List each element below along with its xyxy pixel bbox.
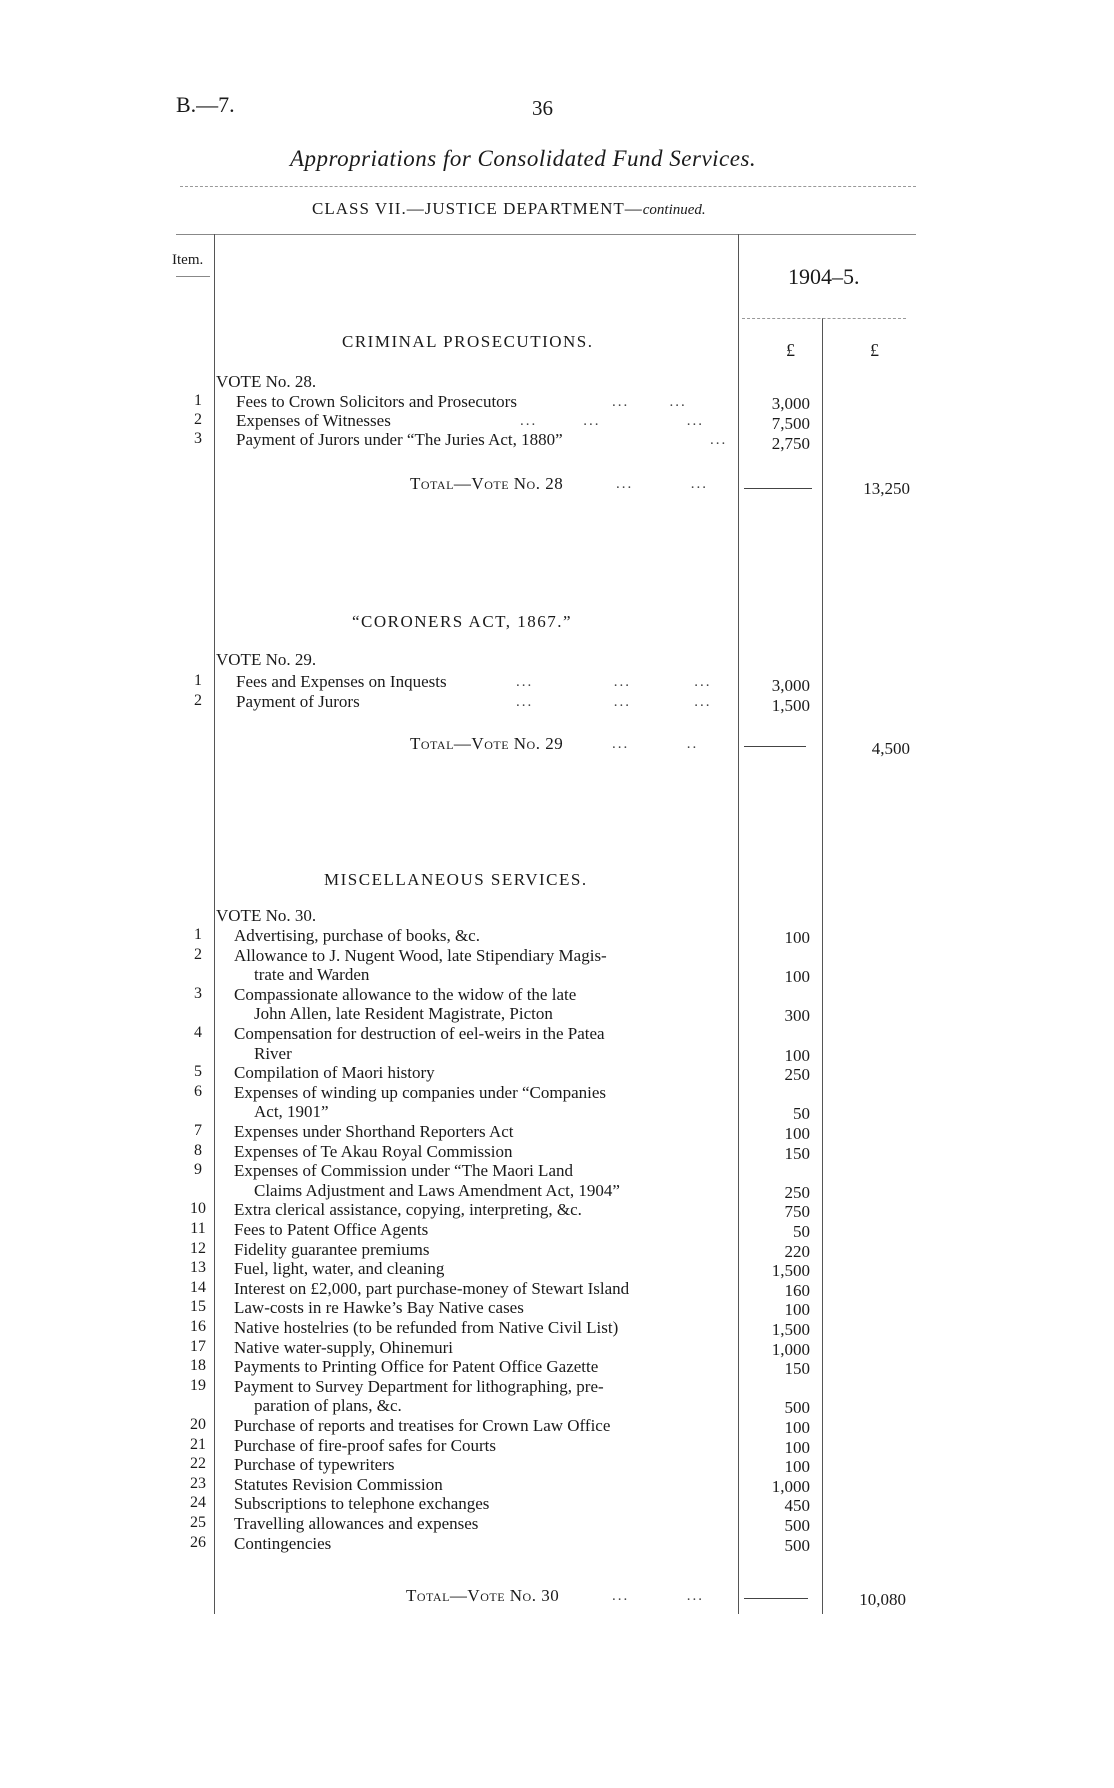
- item-number: 3: [194, 430, 202, 447]
- item-amount: 100: [784, 1418, 810, 1437]
- item-amount: 1,500: [771, 1320, 810, 1339]
- item-description: Compensation for destruction of eel-weirs in the Patea: [234, 1024, 605, 1043]
- item-description: Payment of Jurors: [236, 692, 360, 711]
- item-description: Interest on £2,000, part purchase-money of Stewart Island: [234, 1278, 630, 1298]
- item-description: Contingencies: [234, 1533, 332, 1553]
- leader-dots: ... ...: [612, 1588, 704, 1604]
- item-amount: 150: [784, 1359, 810, 1379]
- item-number: 16: [190, 1318, 206, 1335]
- item-amount: 250: [784, 1182, 810, 1202]
- item-amount: 500: [784, 1535, 810, 1555]
- leader-dots: ... ... ...: [516, 674, 712, 690]
- total-column-rule: [822, 318, 823, 1614]
- item-amount: 1,500: [771, 696, 810, 715]
- item-column-header: Item.: [172, 252, 204, 268]
- vote-total-label: Total—Vote No. 30: [406, 1586, 560, 1605]
- class-heading: [312, 199, 706, 219]
- item-description: John Allen, late Resident Magistrate, Picton: [254, 1004, 553, 1024]
- year-header-rule: [742, 318, 906, 319]
- item-description: Fees to Patent Office Agents: [234, 1220, 429, 1239]
- total-rule: [744, 488, 812, 489]
- item-amount: 1,000: [771, 1339, 810, 1359]
- item-amount: 2,750: [771, 434, 810, 453]
- leader-dots: ...: [710, 432, 728, 448]
- item-amount: 750: [784, 1202, 810, 1222]
- vote-label: VOTE No. 30.: [216, 906, 317, 925]
- item-amount: 100: [784, 1045, 810, 1065]
- item-description: Fees to Crown Solicitors and Prosecutors: [236, 392, 517, 411]
- item-amount: 7,500: [771, 414, 810, 433]
- vote-label: VOTE No. 28.: [216, 372, 317, 391]
- item-description: Payment of Jurors under “The Juries Act, 1880”: [236, 430, 563, 449]
- item-amount: 150: [784, 1143, 810, 1163]
- item-number: 5: [194, 1063, 202, 1081]
- section-heading: MISCELLANEOUS SERVICES.: [324, 870, 588, 889]
- leader-dots: ... ...: [612, 394, 687, 410]
- leader-dots: ... ..: [612, 736, 699, 752]
- item-amount: 300: [784, 1006, 810, 1026]
- item-amount: 3,000: [771, 676, 810, 695]
- item-description: Purchase of fire-proof safes for Courts: [234, 1435, 496, 1455]
- item-description: Expenses under Shorthand Reporters Act: [234, 1122, 514, 1141]
- item-number: 21: [190, 1435, 206, 1453]
- item-number: 26: [190, 1533, 206, 1551]
- section-heading: CRIMINAL PROSECUTIONS.: [342, 332, 594, 351]
- item-number: 25: [190, 1514, 206, 1531]
- item-amount: 220: [784, 1241, 810, 1261]
- vote-total-label: Total—Vote No. 28: [410, 474, 564, 493]
- item-header-rule: [176, 276, 210, 277]
- item-number: 1: [194, 392, 202, 409]
- item-number: 2: [194, 945, 202, 963]
- item-amount: 1,500: [771, 1261, 810, 1281]
- item-amount: 100: [784, 967, 810, 987]
- item-description: Expenses of winding up companies under “Companies: [234, 1082, 607, 1102]
- item-number: 13: [190, 1259, 206, 1277]
- item-description: Fees and Expenses on Inquests: [236, 672, 447, 691]
- currency-symbol-items: £: [786, 340, 795, 360]
- item-description: Compassionate allowance to the widow of the late: [234, 984, 577, 1004]
- document-code: B.—7.: [176, 92, 235, 117]
- item-number: 8: [194, 1141, 202, 1159]
- item-amount: 3,000: [771, 394, 810, 413]
- item-number: 10: [190, 1200, 206, 1218]
- item-amount: 1,000: [771, 1476, 810, 1496]
- item-description: Act, 1901”: [254, 1102, 329, 1122]
- page-title: Appropriations for Consolidated Fund Services.: [290, 146, 757, 171]
- item-description: trate and Warden: [254, 965, 370, 985]
- item-description: Fidelity guarantee premiums: [234, 1239, 430, 1259]
- item-description: Expenses of Witnesses: [236, 411, 391, 430]
- leader-dots: ... ...: [616, 476, 708, 492]
- item-number: 6: [194, 1082, 202, 1100]
- item-description: paration of plans, &c.: [254, 1396, 402, 1416]
- item-description: Law-costs in re Hawke’s Bay Native cases: [234, 1298, 524, 1318]
- item-description: Purchase of reports and treatises for Crown Law Office: [234, 1416, 611, 1435]
- item-description: Advertising, purchase of books, &c.: [234, 926, 480, 945]
- item-amount: 160: [784, 1280, 810, 1300]
- item-description: Expenses of Commission under “The Maori Land: [234, 1161, 573, 1181]
- item-description: Purchase of typewriters: [234, 1455, 395, 1475]
- item-amount: 100: [784, 1437, 810, 1457]
- item-amount: 100: [784, 1124, 810, 1143]
- vote-total: 10,080: [859, 1590, 906, 1609]
- section-heading: “CORONERS ACT, 1867.”: [352, 612, 573, 631]
- item-description: Travelling allowances and expenses: [234, 1514, 479, 1533]
- item-number: 14: [190, 1278, 206, 1296]
- table-top-rule: [176, 234, 916, 235]
- item-amount: 250: [784, 1065, 810, 1085]
- item-description: Subscriptions to telephone exchanges: [234, 1494, 490, 1514]
- item-number: 7: [194, 1122, 202, 1139]
- item-number: 4: [194, 1024, 202, 1041]
- item-description: Native water-supply, Ohinemuri: [234, 1337, 454, 1357]
- item-amount: 450: [784, 1496, 810, 1516]
- item-amount: 50: [793, 1104, 810, 1124]
- item-amount: 500: [784, 1516, 810, 1535]
- class-heading-continued: continued.: [642, 202, 706, 218]
- total-rule: [744, 746, 806, 747]
- item-amount: 100: [784, 928, 810, 947]
- item-number: 23: [190, 1474, 206, 1492]
- item-description: Payments to Printing Office for Patent Office Gazette: [234, 1357, 599, 1377]
- item-description: Native hostelries (to be refunded from Native Civil List): [234, 1318, 619, 1337]
- total-rule: [744, 1598, 808, 1599]
- title-rule: [180, 186, 916, 187]
- page-number: 36: [532, 96, 553, 120]
- year-column-header: 1904–5.: [788, 264, 860, 289]
- item-number: 12: [190, 1239, 206, 1257]
- item-amount: 50: [793, 1222, 810, 1241]
- item-description: Allowance to J. Nugent Wood, late Stipendiary Magis-: [234, 945, 607, 965]
- item-number: 18: [190, 1357, 206, 1375]
- class-heading-text: CLASS VII.—JUSTICE DEPARTMENT—: [312, 199, 643, 218]
- item-number: 3: [194, 984, 202, 1002]
- item-description: Statutes Revision Commission: [234, 1474, 443, 1494]
- item-number: 11: [190, 1220, 206, 1237]
- item-number: 15: [190, 1298, 206, 1316]
- item-description: Compilation of Maori history: [234, 1063, 435, 1083]
- vote-label: VOTE No. 29.: [216, 650, 317, 669]
- vote-total: 4,500: [871, 739, 910, 758]
- item-description: Payment to Survey Department for lithographing, pre-: [234, 1376, 604, 1396]
- item-description: Extra clerical assistance, copying, interpreting, &c.: [234, 1200, 582, 1220]
- item-description: River: [254, 1043, 292, 1063]
- vote-total-label: Total—Vote No. 29: [410, 734, 564, 753]
- item-description: Expenses of Te Akau Royal Commission: [234, 1141, 513, 1161]
- item-number: 9: [194, 1161, 202, 1179]
- item-number: 20: [190, 1416, 206, 1433]
- item-amount: 100: [784, 1457, 810, 1477]
- item-number: 2: [194, 692, 202, 709]
- item-amount: 500: [784, 1398, 810, 1418]
- item-number: 1: [194, 672, 202, 689]
- item-number: 22: [190, 1455, 206, 1473]
- item-number: 1: [194, 926, 202, 943]
- item-number: 2: [194, 411, 202, 428]
- leader-dots: ... ... ...: [516, 694, 712, 710]
- leader-dots: ... ... ...: [520, 413, 704, 429]
- vote-total: 13,250: [863, 479, 910, 498]
- item-description: Fuel, light, water, and cleaning: [234, 1259, 445, 1279]
- item-description: Claims Adjustment and Laws Amendment Act, 1904”: [254, 1180, 620, 1200]
- currency-symbol-totals: £: [870, 340, 879, 360]
- item-amount: 100: [784, 1300, 810, 1320]
- item-number: 17: [190, 1337, 206, 1355]
- item-number: 24: [190, 1494, 206, 1512]
- item-number: 19: [190, 1376, 206, 1394]
